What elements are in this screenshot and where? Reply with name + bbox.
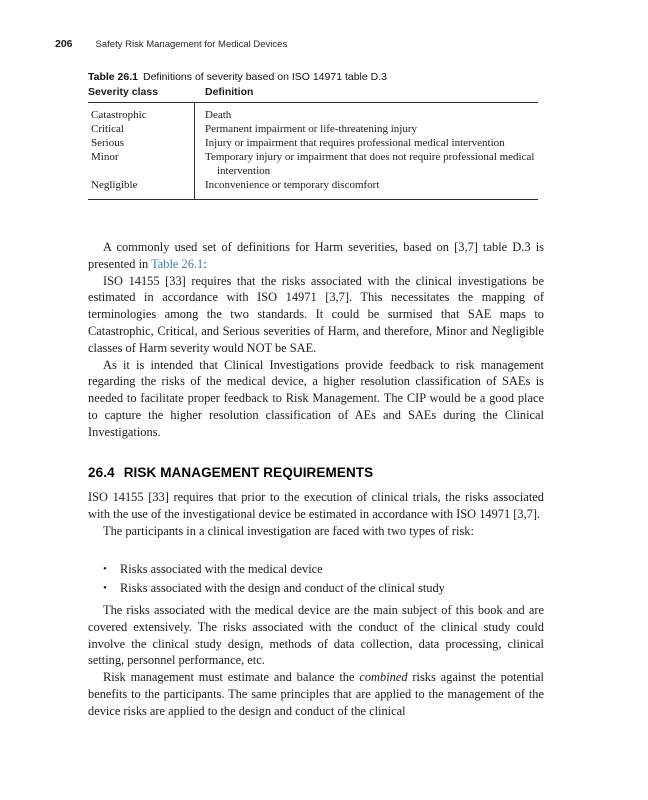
definition-cell: Death xyxy=(205,109,232,121)
list-item-text: Risks associated with the medical device xyxy=(120,562,323,576)
text-section-1 xyxy=(88,239,544,441)
table-caption xyxy=(88,70,538,84)
bullet-icon: • xyxy=(103,563,107,575)
severity-cell: Critical xyxy=(91,123,124,135)
table-column-headers xyxy=(88,86,538,103)
text-section-2 xyxy=(88,489,544,539)
severity-table xyxy=(88,70,538,200)
paragraph-two-types-of-risk: The participants in a clinical investigation are faced with two types of risk: xyxy=(103,523,474,538)
table-row xyxy=(88,178,538,192)
severity-cell: Serious xyxy=(91,137,124,149)
text-section-3 xyxy=(88,602,544,720)
section-heading-26-4 xyxy=(88,465,544,481)
paragraph-feedback-to-risk-management: As it is intended that Clinical Investigations provide feedback to risk management regarding the risks of the medical device, a higher resolution classification of SAEs is needed to facilitate proper feedback to Risk Management. The CIP would be a good place to capture the higher resolution classification of AEs and SAEs during the Clinical Investigations. xyxy=(88,357,544,439)
definition-cell: Injury or impairment that requires professional medical intervention xyxy=(205,137,505,149)
paragraph-text: risks against the potential benefits to the participants. The same principles that are applied to the management of the device risks are applied to the design and conduct of the clinical xyxy=(88,670,545,718)
column-header-severity: Severity class xyxy=(88,86,159,98)
severity-cell: Minor xyxy=(91,151,119,163)
list-item xyxy=(88,560,544,579)
paragraph-prior-to-trials: ISO 14155 [33] requires that prior to the execution of clinical trials, the risks associated with the use of the investigational device be estimated in accordance with ISO 14971 [3,7]. xyxy=(88,490,544,521)
table-26-1-crossref-link[interactable]: Table 26.1 xyxy=(151,256,204,271)
emphasized-word: combined xyxy=(359,670,408,685)
paragraph-text: A commonly used set of definitions for Harm severities, based on [3,7] table D.3 is presented in xyxy=(88,240,544,271)
table-caption-text: Definitions of severity based on ISO 14971 table D.3 xyxy=(143,71,387,83)
page-number: 206 xyxy=(55,38,73,50)
table-row xyxy=(88,150,538,178)
definition-cell: Temporary injury or impairment that does not require professional medical intervention xyxy=(205,151,535,177)
definition-cell: Permanent impairment or life-threatening injury xyxy=(205,123,417,135)
table-row xyxy=(88,122,538,136)
paragraph-combined-risks xyxy=(88,669,544,719)
risk-types-bullet-list xyxy=(88,560,544,598)
definition-cell: Inconvenience or temporary discomfort xyxy=(205,179,380,191)
list-item xyxy=(88,579,544,598)
list-item-text: Risks associated with the design and conduct of the clinical study xyxy=(120,581,445,595)
paragraph-text: : xyxy=(203,256,207,271)
running-title: Safety Risk Management for Medical Devices xyxy=(95,39,288,50)
table-body xyxy=(88,103,538,200)
column-header-definition: Definition xyxy=(205,86,254,98)
column-divider-rule xyxy=(194,103,195,199)
bullet-icon: • xyxy=(103,582,107,594)
table-row xyxy=(88,108,538,122)
paragraph-main-subject: The risks associated with the medical device are the main subject of this book and are covered extensively. The risks associated with the conduct of the clinical study could involve the clinical study design, methods of data collection, data processing, clinical setting, personnel performance, etc. xyxy=(88,603,544,668)
page-header xyxy=(55,38,593,51)
severity-cell: Catastrophic xyxy=(91,109,147,121)
severity-cell: Negligible xyxy=(91,179,138,191)
table-caption-label: Table 26.1 xyxy=(88,71,138,83)
paragraph-iso-14155-mapping: ISO 14155 [33] requires that the risks associated with the clinical investigations be estimated in accordance with ISO 14971 [3,7]. This necessitates the mapping of terminologies among the two standards. It could be surmised that SAE maps to Catastrophic, Critical, and Serious severities of Harm, and therefore, Minor and Negligible classes of Harm severity would NOT be SAE. xyxy=(88,273,544,355)
paragraph-text: Risk management must estimate and balance the xyxy=(103,670,360,685)
paragraph-harm-definitions xyxy=(88,239,544,273)
section-title: RISK MANAGEMENT REQUIREMENTS xyxy=(123,465,374,480)
section-number: 26.4 xyxy=(88,465,115,480)
table-row xyxy=(88,136,538,150)
